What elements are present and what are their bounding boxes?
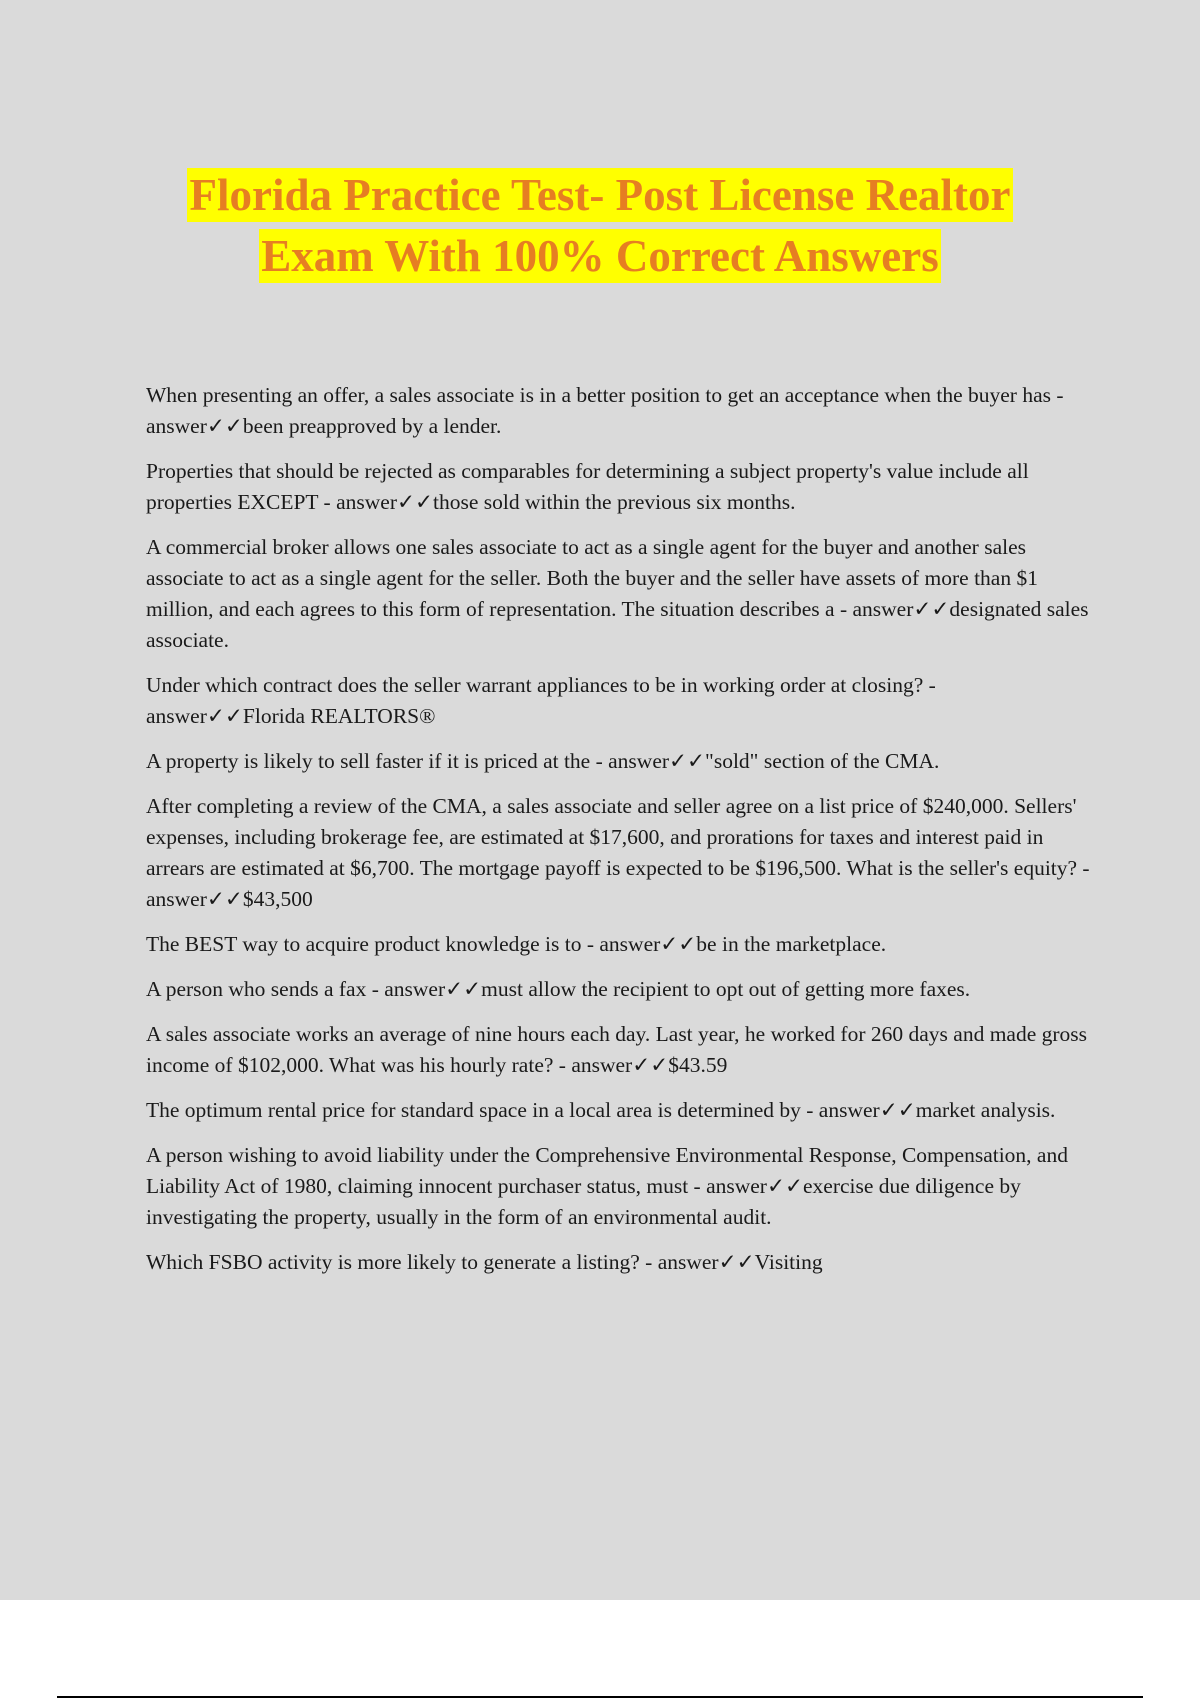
question-item-6: After completing a review of the CMA, a sales associate and seller agree on a list price of $240,000. Sellers' expenses, including brokerage fee, are estimated at $17,600, and prorations for taxes and interest paid in arrears are estimated at $6,700. The mortgage payoff is expected to be $196,500. What is the seller's equity? - answer✓✓$43,500	[146, 794, 1090, 911]
title-line-1: Florida Practice Test- Post License Realtor	[189, 170, 1011, 220]
question-item-4: Under which contract does the seller warrant appliances to be in working order at closing? - answer✓✓Florida REALTORS®	[146, 673, 936, 728]
footer-divider	[57, 1696, 1143, 1698]
question-list	[146, 380, 1096, 1292]
question-item-12: Which FSBO activity is more likely to generate a listing? - answer✓✓Visiting	[146, 1250, 823, 1274]
question-item-10: The optimum rental price for standard space in a local area is determined by - answer✓✓market analysis.	[146, 1098, 1056, 1122]
question-item-1: When presenting an offer, a sales associate is in a better position to get an acceptance when the buyer has - answer✓✓been preapproved by a lender.	[146, 383, 1064, 438]
question-item-3: A commercial broker allows one sales associate to act as a single agent for the buyer and another sales associate to act as a single agent for the seller. Both the buyer and the seller have assets of more than $1 million, and each agrees to this form of representation. The situation describes a - answer✓✓designated sales associate.	[146, 535, 1089, 652]
question-item-5: A property is likely to sell faster if it is priced at the - answer✓✓"sold" section of the CMA.	[146, 749, 940, 773]
document-title	[0, 168, 1200, 290]
question-item-7: The BEST way to acquire product knowledge is to - answer✓✓be in the marketplace.	[146, 932, 887, 956]
question-item-2: Properties that should be rejected as comparables for determining a subject property's value include all properties EXCEPT - answer✓✓those sold within the previous six months.	[146, 459, 1029, 514]
question-item-11: A person wishing to avoid liability under the Comprehensive Environmental Response, Compensation, and Liability Act of 1980, claiming innocent purchaser status, must - answer✓✓exercise due diligence by investigating the property, usually in the form of an environmental audit.	[146, 1143, 1068, 1229]
question-item-8: A person who sends a fax - answer✓✓must allow the recipient to opt out of getting more faxes.	[146, 977, 971, 1001]
question-item-9: A sales associate works an average of nine hours each day. Last year, he worked for 260 days and made gross income of $102,000. What was his hourly rate? - answer✓✓$43.59	[146, 1022, 1088, 1077]
title-line-2: Exam With 100% Correct Answers	[261, 231, 939, 281]
